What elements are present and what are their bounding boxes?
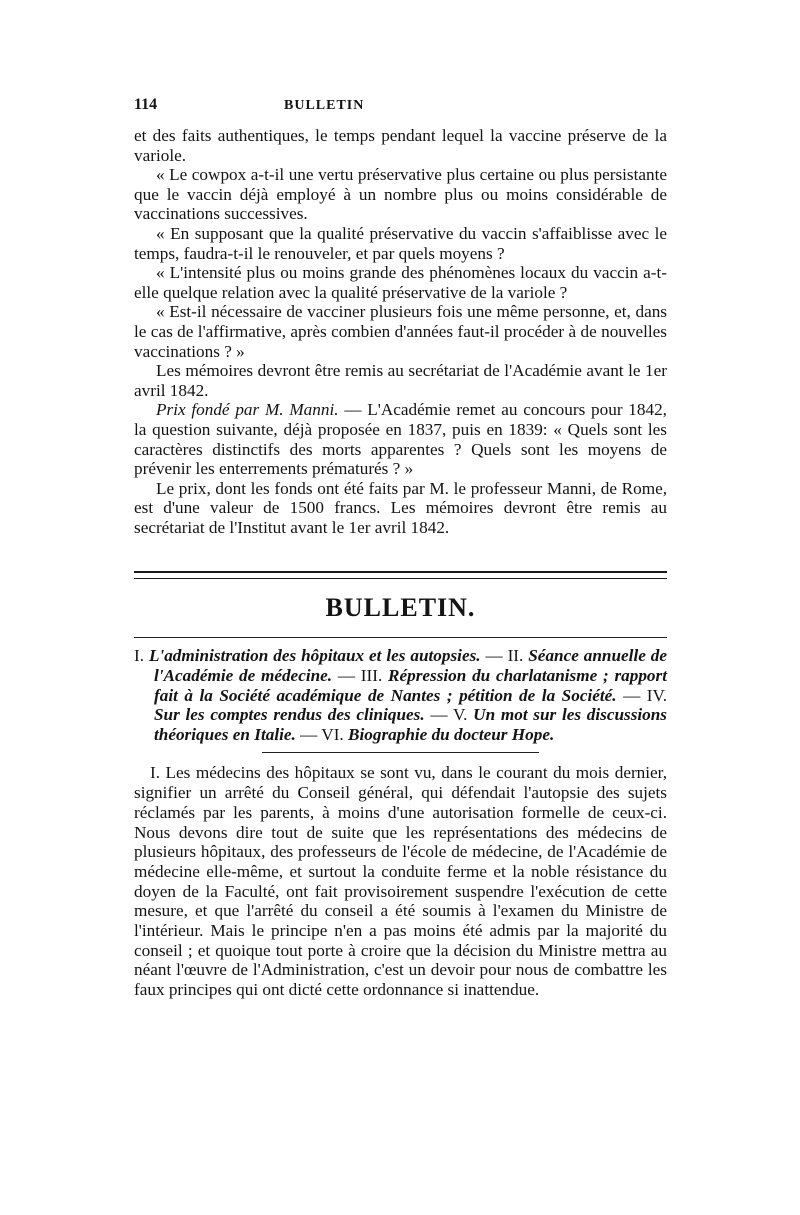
summary-item: Un mot sur les discussions théoriques en Italie.: [154, 705, 667, 744]
section-divider: [134, 571, 667, 579]
summary-number: — V.: [424, 705, 474, 725]
section-title: BULLETIN.: [325, 593, 476, 623]
summary-rule: [262, 752, 539, 753]
summary-number: — III.: [332, 666, 389, 686]
section-summary: [134, 646, 667, 744]
title-rule: [134, 637, 667, 638]
paragraph-autopsies: I. Les médecins des hôpitaux se sont vu, dans le courant du mois dernier, signifier un arrêté du Conseil général, qui défendait l'autopsie des sujets réclamés par les parents, à moins d'une autorisation formelle de ceux-ci. Nous devons dire tout de suite que les représentations des médecins de plusieurs hôpitaux, des professeurs de l'école de médecine, de l'Académie de médecine elle-même, et surtout la conduite ferme et la noble résistance du doyen de la Faculté, ont fait provisoirement suspendre l'exécution de cette mesure, et que l'arrêté du conseil a été soumis à l'examen du Ministre de l'intérieur. Mais le principe n'en a pas moins été admis par la majorité du conseil ; et quoique tout porte à croire que la décision du Ministre mettra au néant l'œuvre de l'Administration, c'est un devoir pour nous de combattre les faux principes qui ont dicté cette ordonnance si inattendue.: [134, 763, 667, 1000]
paragraph-cowpox-question: « Le cowpox a-t-il une vertu préservative plus certaine ou plus persistante que le vaccin déjà employé à un nombre plus ou moins considérable de vaccinations successives.: [134, 165, 667, 224]
running-title: BULLETIN: [284, 98, 365, 113]
summary-item: Sur les comptes rendus des cliniques.: [154, 705, 425, 725]
paragraph-deadline: Les mémoires devront être remis au secrétariat de l'Académie avant le 1er avril 1842.: [134, 361, 667, 400]
summary-item: Biographie du docteur Hope.: [348, 724, 555, 744]
summary-number: — IV.: [616, 685, 667, 705]
page-number: 114: [134, 96, 158, 113]
paragraph-revaccination-question: « Est-il nécessaire de vacciner plusieurs fois une même personne, et, dans le cas de l'affirmative, après combien d'années faut-il procéder à de nouvelles vaccinations ? »: [134, 302, 667, 361]
running-head: [134, 96, 667, 118]
prize-title: Prix fondé par M. Manni.: [156, 400, 339, 420]
paragraph-intensity-question: « L'intensité plus ou moins grande des phénomènes locaux du vaccin a-t-elle quelque relation avec la qualité préservative de la variole ?: [134, 263, 667, 302]
paragraph-renewal-question: « En supposant que la qualité préservative du vaccin s'affaiblisse avec le temps, faudra-t-il le renouveler, et par quels moyens ?: [134, 223, 667, 263]
summary-item: Répression du charlatanisme ; rapport fait à la Société académique de Nantes ; pétition de la Société.: [154, 666, 667, 705]
summary-number: — VI.: [295, 724, 349, 744]
prize-text: — L'Académie remet au concours pour 1842, la question suivante, déjà proposée en 1837, puis en 1839: « Quels sont les caractères distinctifs des morts apparentes ? Quels sont les moyens de prévenir les enterrements prématurés ? »: [134, 400, 667, 479]
summary-item: L'administration des hôpitaux et les autopsies.: [148, 646, 481, 666]
paragraph-prize-funds: Le prix, dont les fonds ont été faits par M. le professeur Manni, de Rome, est d'une valeur de 1500 francs. Les mémoires devront être remis au secrétariat de l'Institut avant le 1er avril 1842.: [134, 478, 667, 537]
summary-number: — II.: [480, 646, 529, 666]
paragraph-vaccine-duration: et des faits authentiques, le temps pendant lequel la vaccine préserve de la variole.: [134, 126, 667, 165]
summary-item: Séance annuelle de l'Académie de médecine.: [154, 646, 667, 686]
paragraph-prize-manni: [134, 400, 667, 478]
summary-number: I.: [134, 646, 149, 666]
